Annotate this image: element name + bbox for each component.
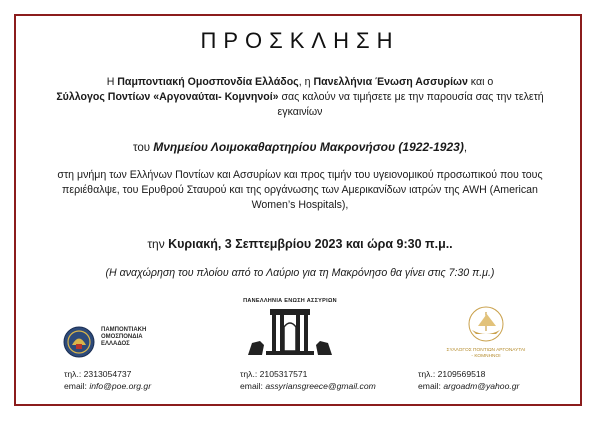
assyrian-logo-text: ΠΑΝΕΛΛΗΝΙΑ ΕΝΩΣΗ ΑΣΣΥΡΙΩΝ — [243, 298, 337, 304]
org-poe: Παμποντιακή Ομοσπονδία Ελλάδος — [117, 76, 299, 88]
contact-argonautai — [418, 368, 519, 392]
phone-number[interactable]: 2313054737 — [83, 369, 132, 379]
memory-paragraph: στη μνήμη των Ελλήνων Ποντίων και Ασσυρίων και προς τιμήν του υγειονομικού προσωπικού που τους περιέθαλψε, του Ερυθρού Σταυρού και της οργάνωσης των Αμερικανίδων ιατρών της AWH (American Women’s Hospitals), — [57, 169, 543, 211]
phone-number[interactable]: 2109569518 — [437, 369, 486, 379]
monument-name: Μνημείου Λοιμοκαθαρτηρίου Μακρονήσου (1922-1923) — [153, 140, 464, 154]
email-link[interactable]: info@poe.org.gr — [89, 381, 152, 391]
contact-poe — [64, 368, 151, 392]
monument-line — [40, 140, 560, 156]
email-label: email: — [240, 381, 266, 391]
ferry-note: (Η αναχώρηση του πλοίου από το Λαύριο για τη Μακρόνησο θα γίνει στις 7:30 π.μ.) — [105, 267, 495, 279]
intro-paragraph — [40, 75, 560, 120]
intro-text-4: σας καλούν να τιμήσετε με την παρουσία σας την τελετή εγκαινίων — [277, 91, 544, 118]
poe-logo-text: ΠΑΜΠΟΝΤΙΑΚΗ ΟΜΟΣΠΟΝΔΙΑ ΕΛΛΑΔΟΣ — [101, 327, 147, 347]
argonautai-logo-text: ΣΥΛΛΟΓΟΣ ΠΟΝΤΙΩΝ ΑΡΓΟΝΑΥΤΑΙ - ΚΟΜΝΗΝΟΙ — [446, 348, 526, 359]
event-date: Κυριακή, 3 Σεπτεμβρίου 2023 και ώρα 9:30 π.μ.. — [168, 237, 453, 251]
email-label: email: — [418, 381, 444, 391]
email-link[interactable]: assyriansgreece@gmail.com — [265, 381, 376, 391]
intro-text-2: , η — [298, 76, 314, 88]
org-argonautai: Σύλλογος Ποντίων «Αργοναύται- Κομνηνοί» — [56, 91, 279, 103]
email-label: email: — [64, 381, 90, 391]
argonautai-ship-icon — [446, 304, 526, 348]
intro-text-1: Η — [106, 76, 118, 88]
tel-label: τηλ.: — [240, 369, 260, 379]
org-assyrians: Πανελλήνια Ένωση Ασσυρίων — [313, 76, 468, 88]
poe-emblem-icon — [63, 322, 97, 362]
tel-label: τηλ.: — [64, 369, 84, 379]
tel-label: τηλ.: — [418, 369, 438, 379]
email-link[interactable]: argoadm@yahoo.gr — [443, 381, 520, 391]
contact-assyrians — [240, 368, 376, 392]
date-line — [40, 237, 560, 252]
intro-text-3: και ο — [467, 76, 494, 88]
assyrian-union-logo — [240, 298, 340, 364]
invitation-title: ΠΡΟΣΚΛΗΣΗ — [200, 28, 400, 53]
poe-logo — [63, 322, 153, 362]
phone-number[interactable]: 2105317571 — [259, 369, 308, 379]
argonautai-logo — [446, 304, 526, 362]
monument-suffix: , — [463, 142, 468, 154]
monument-prefix: του — [132, 142, 154, 154]
assyrian-gate-icon — [240, 305, 340, 365]
date-prefix: την — [147, 237, 169, 251]
